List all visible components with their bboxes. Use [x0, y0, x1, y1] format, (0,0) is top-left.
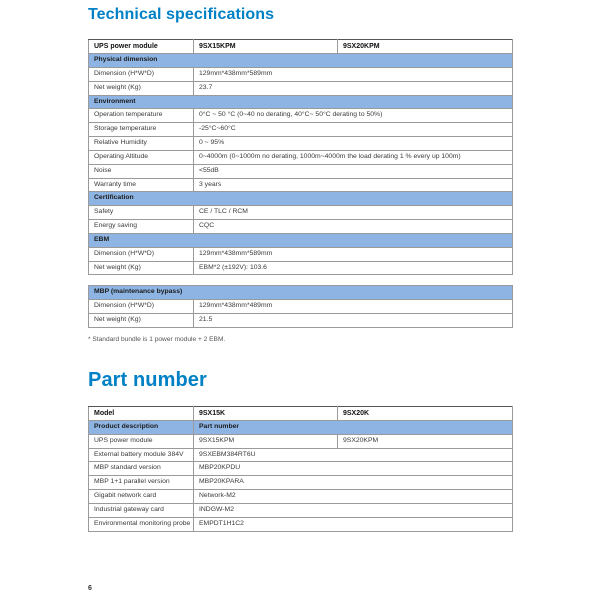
spec-value: EBM*2 (±192V): 103.6 — [194, 261, 513, 275]
spec-label: Warranty time — [89, 178, 194, 192]
spec-value: 0 ~ 95% — [194, 137, 513, 151]
part-description: Industrial gateway card — [89, 503, 194, 517]
spec-row — [89, 67, 513, 81]
part-table-header-label: Model — [89, 406, 194, 420]
page-content — [88, 6, 512, 532]
spec-value: 129mm*438mm*589mm — [194, 67, 513, 81]
spec-value: 3 years — [194, 178, 513, 192]
spec-value: -25°C~60°C — [194, 123, 513, 137]
part-row — [89, 503, 513, 517]
part-table-subheader-row — [89, 420, 513, 434]
spec-label: Safety — [89, 206, 194, 220]
part-description: MBP 1+1 parallel version — [89, 476, 194, 490]
section-row — [89, 192, 513, 206]
mbp-table — [88, 285, 513, 327]
section-label: Physical dimension — [89, 54, 513, 68]
footnote: * Standard bundle is 1 power module + 2 EBM. — [88, 335, 226, 343]
part-table-header-row — [89, 406, 513, 420]
spec-row — [89, 220, 513, 234]
spec-row — [89, 109, 513, 123]
spec-label: Operation temperature — [89, 109, 194, 123]
spec-row — [89, 206, 513, 220]
spec-label: Storage temperature — [89, 123, 194, 137]
part-row — [89, 462, 513, 476]
part-row — [89, 448, 513, 462]
spec-label: Energy saving — [89, 220, 194, 234]
spec-label: Relative Humidity — [89, 137, 194, 151]
page-number: 6 — [88, 585, 92, 592]
spec-value: 21.5 — [194, 314, 513, 328]
part-row — [89, 517, 513, 531]
technical-specifications-title: Technical specifications — [88, 6, 275, 23]
spec-row — [89, 261, 513, 275]
spec-label: Dimension (H*W*D) — [89, 300, 194, 314]
part-table-header-model-1: 9SX15K — [194, 406, 338, 420]
spec-label: Dimension (H*W*D) — [89, 247, 194, 261]
spec-table-header-model-1: 9SX15KPM — [194, 40, 338, 54]
spec-row — [89, 150, 513, 164]
part-description: Environmental monitoring probe — [89, 517, 194, 531]
part-table-subheader-partnumber: Part number — [194, 420, 513, 434]
spec-table-header-model-2: 9SX20KPM — [338, 40, 513, 54]
spec-value: 0°C ~ 50 °C (0~40 no derating, 40°C~ 50°C derating to 50%) — [194, 109, 513, 123]
part-number-value: 9SX20KPM — [338, 434, 513, 448]
part-number-table — [88, 406, 513, 532]
section-row — [89, 54, 513, 68]
part-number-value: 9SXEBM384RT6U — [194, 448, 513, 462]
spec-label: Net weight (Kg) — [89, 261, 194, 275]
spec-value: CQC — [194, 220, 513, 234]
spec-row — [89, 137, 513, 151]
section-row — [89, 95, 513, 109]
part-number-value: INDGW-M2 — [194, 503, 513, 517]
section-label: MBP (maintenance bypass) — [89, 286, 513, 300]
part-description: Gigabit network card — [89, 490, 194, 504]
spec-label: Dimension (H*W*D) — [89, 67, 194, 81]
spec-row — [89, 81, 513, 95]
part-row — [89, 476, 513, 490]
spec-value: 23.7 — [194, 81, 513, 95]
part-number-value: MBP20KPARA — [194, 476, 513, 490]
part-row — [89, 434, 513, 448]
part-number-title: Part number — [88, 368, 207, 391]
spec-label: Net weight (Kg) — [89, 314, 194, 328]
spec-value: CE / TLC / RCM — [194, 206, 513, 220]
spec-row — [89, 314, 513, 328]
spec-value: 0~4000m (0~1000m no derating, 1000m~4000m the load derating 1 % every up 100m) — [194, 150, 513, 164]
part-description: UPS power module — [89, 434, 194, 448]
spec-table-header-row — [89, 40, 513, 54]
spec-row — [89, 247, 513, 261]
spec-value: 129mm*438mm*589mm — [194, 247, 513, 261]
spec-row — [89, 178, 513, 192]
spec-label: Operating Altitude — [89, 150, 194, 164]
spec-label: Net weight (Kg) — [89, 81, 194, 95]
spec-row — [89, 300, 513, 314]
section-row — [89, 233, 513, 247]
part-description: MBP standard version — [89, 462, 194, 476]
spec-value: 129mm*438mm*489mm — [194, 300, 513, 314]
part-table-header-model-2: 9SX20K — [338, 406, 513, 420]
part-table-subheader-description: Product description — [89, 420, 194, 434]
section-label: Environment — [89, 95, 513, 109]
spec-row — [89, 164, 513, 178]
spec-table — [88, 39, 513, 275]
part-number-value: 9SX15KPM — [194, 434, 338, 448]
part-number-value: Network-M2 — [194, 490, 513, 504]
spec-label: Noise — [89, 164, 194, 178]
section-row — [89, 286, 513, 300]
spec-table-header-label: UPS power module — [89, 40, 194, 54]
part-row — [89, 490, 513, 504]
spec-value: <55dB — [194, 164, 513, 178]
spec-row — [89, 123, 513, 137]
section-label: EBM — [89, 233, 513, 247]
part-description: External battery module 384V — [89, 448, 194, 462]
part-number-value: MBP20KPDU — [194, 462, 513, 476]
section-label: Certification — [89, 192, 513, 206]
part-number-value: EMPDT1H1C2 — [194, 517, 513, 531]
